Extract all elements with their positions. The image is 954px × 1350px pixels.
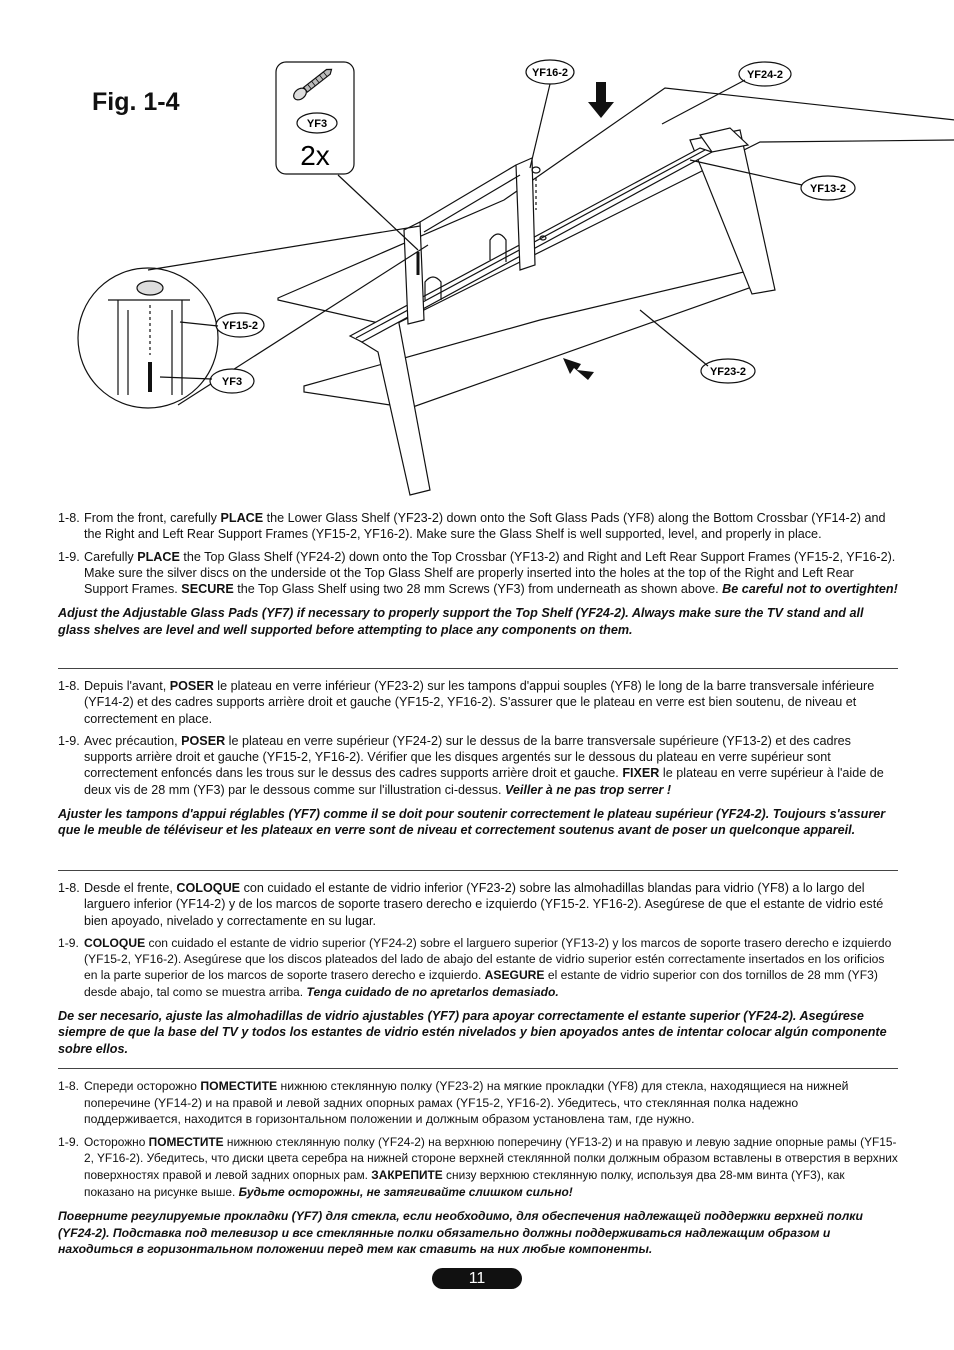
divider [58, 1068, 898, 1069]
rear-right-frame [516, 158, 535, 270]
assembly-figure [0, 0, 954, 505]
label-yf3-box: YF3 [306, 118, 328, 130]
divider [58, 668, 898, 669]
step-1-8: 1-8. Depuis l'avant, POSER le plateau en verre inférieur (YF23-2) sur les tampons d'appui souples (YF8) le long de la barre transversale inférieure (YF14-2) et des cadres supports arrière droit et gauche (YF15-2, YF16-2). S'assurer que le plateau en verre est bien soutenu, de niveau et correctement en place. [58, 679, 875, 726]
section-spanish [58, 880, 898, 1057]
front-left-leg [352, 318, 430, 495]
section-english [58, 510, 898, 638]
divider [58, 870, 898, 871]
note-russian: Поверните регулируемые прокладки (YF7) для стекла, если необходимо, для обеспечения надлежащей поддержки верхней полки (YF24-2). Подставка под телевизор и все стеклянные полки обязательно должны поддерживаться надлежащим образом и находиться в горизонтальном положении перед тем как ставить на них любые компоненты. [58, 1209, 863, 1257]
note-french: Ajuster les tampons d'appui réglables (YF7) comme il se doit pour soutenir correctement le plateau supérieur (YF24-2). Toujours s'assurer que le meuble de téléviseur et les plateaux en verre sont de niveau et correctement soutenus avant de poser un quelconque appareil. [58, 807, 886, 838]
rear-left-frame [404, 222, 424, 324]
note-english: Adjust the Adjustable Glass Pads (YF7) if necessary to properly support the Top Shelf (YF24-2). Always make sure the TV stand and all glass shelves are level and well supported before attempting to place any components on them. [58, 606, 864, 637]
screw-quantity: 2x [300, 140, 330, 171]
page-number: 11 [432, 1268, 522, 1289]
step-1-8: 1-8. From the front, carefully PLACE the Lower Glass Shelf (YF23-2) down onto the Soft Glass Pads (YF8) along the Bottom Crossbar (YF14-2) and the Right and Left Rear Support Frames (YF15-2, YF16-2). Make sure the Glass Shelf is well supported, level, and properly in place. [58, 511, 886, 542]
label-yf16: YF16-2 [531, 67, 569, 79]
down-arrow-icon [588, 82, 614, 118]
label-yf23: YF23-2 [709, 366, 747, 378]
label-yf24: YF24-2 [746, 69, 784, 81]
label-yf13: YF13-2 [809, 183, 847, 195]
step-1-8: 1-8. Desde el frente, COLOQUE con cuidado el estante de vidrio inferior (YF23-2) sobre las almohadillas blandas para vidrio (YF8) a lo largo del larguero inferior (YF14-2) y de los marcos de soporte trasero derecho e izquierdo (YF15-2. YF16-2). Asegúrese de que el estante de vidrio esté bien apoyado, nivelado y correctamente en su lugar. [58, 881, 884, 928]
note-spanish: De ser necesario, ajuste las almohadillas de vidrio ajustables (YF7) para apoyar correctamente el estante superior (YF24-2). Asegúrese siempre de que la base del TV y todos los estantes de vidrio estén nivelados y bien apoyados antes de intentar colocar algún componente sobre ellos. [58, 1009, 887, 1056]
top-glass-shelf [278, 88, 954, 326]
step-1-9: 1-9. Avec précaution, POSER le plateau en verre supérieur (YF24-2) sur le dessus de la barre transversale supérieure (YF13-2) et des cadres supports arrière droit et gauche (YF15-2, YF16-2). Vérifier que les disques argentés sur le dessous du plateau en verre supérieur sont correctement enfoncés dans les trous sur le dessus des cadres supports arrière droit et gauche. FIXER le plateau en verre supérieur à l'aide de deux vis de 28 mm (YF3) par le dessous comme sur l'illustration ci-dessus. Veiller à ne pas trop serrer ! [58, 733, 884, 797]
section-french [58, 678, 898, 839]
assembly-illustration [0, 0, 954, 505]
step-1-9: 1-9. Carefully PLACE the Top Glass Shelf (YF24-2) down onto the Top Crossbar (YF13-2) and Right and Left Rear Support Frames (YF15-2, YF16-2). Make sure the silver discs on the underside ot the Top Glass Shelf are properly inserted into the holes at the top of the Right and Left Rear Support Frames. SECURE the Top Glass Shelf using two 28 mm Screws (YF3) from underneath as shown above. Be careful not to overtighten! [58, 549, 898, 597]
step-1-9: 1-9. COLOQUE con cuidado el estante de vidrio superior (YF24-2) sobre el larguero superior (YF13-2) y los marcos de soporte trasero derecho e izquierdo (YF15-2, YF16-2). Asegúrese que los discos plateados del lado de abajo del estante de vidrio superior estén correctamente insertados en los orificios en la parte superior de los marcos de soporte trasero derecho e izquierdo. ASEGURE el estante de vidrio superior con dos tornillos de 28 mm (YF3) desde abajo, tal como se muestra arriba. Tenga cuidado de no apretarlos demasiado. [58, 935, 892, 999]
label-yf3-detail: YF3 [221, 376, 243, 388]
figure-title: Fig. 1-4 [92, 88, 180, 116]
step-1-9: 1-9. Осторожно ПОМЕСТИТЕ нижнюю стеклянную полку (YF24-2) на верхнюю поперечину (YF13-2) и на правую и левую задние опорные рамы (YF15-2, YF16-2). Убедитесь, что диски цвета серебра на нижней стороне верхней стеклянной полки должным образом вставлены в отверстия в верхних поверхностях правой и левой задних опорных рам. ЗАКРЕПИТЕ снизу верхнюю стеклянную полку, используя два 28-мм винта (YF3), как показано на рисунке выше. Будьте осторожны, не затягивайте слишком сильно! [58, 1134, 898, 1199]
push-arrow-icon [563, 358, 594, 380]
section-russian [58, 1078, 898, 1258]
label-yf15: YF15-2 [221, 320, 259, 332]
step-1-8: 1-8. Спереди осторожно ПОМЕСТИТЕ нижнюю стеклянную полку (YF23-2) на мягкие прокладки (YF8) для стекла, находящиеся на нижней поперечине (YF14-2) и на правой и левой задних опорных рамах (YF15-2, YF16-2). Убедитесь, что стеклянная полка надежно поддерживается, находится в горизонтальном положении и должным образом установлена там, где нужно. [58, 1079, 849, 1127]
disc-detail [137, 281, 163, 295]
screw-icon [291, 65, 334, 102]
